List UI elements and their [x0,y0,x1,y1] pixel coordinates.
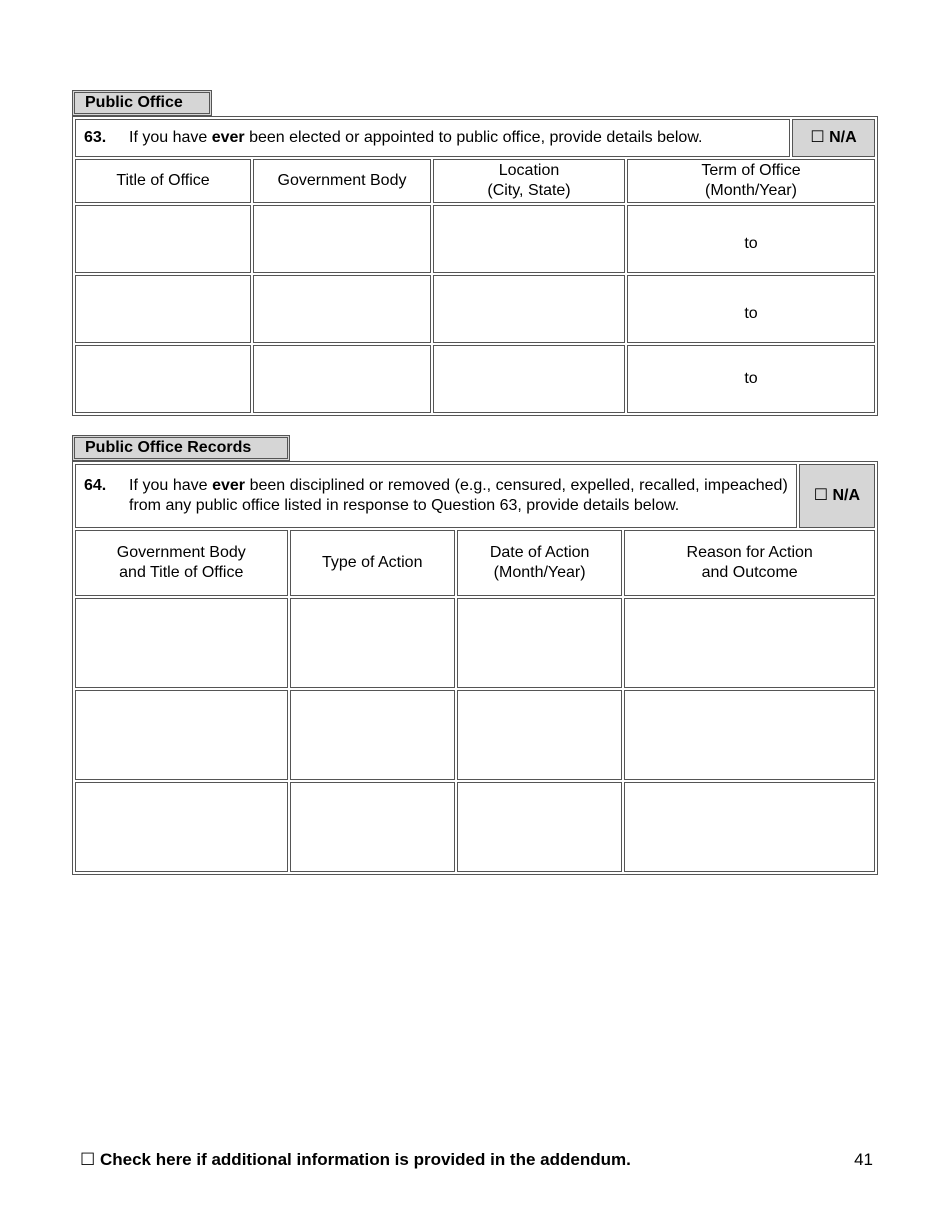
na-label: N/A [832,487,861,504]
section-label: Public Office [72,90,212,116]
type-of-action-field[interactable] [290,598,455,688]
question-63 [75,119,790,157]
na-checkbox-63[interactable] [792,119,875,157]
date-of-action-field[interactable] [457,690,622,780]
type-of-action-field[interactable] [290,782,455,872]
column-header: Location (City, State) [433,159,625,203]
question-number: 64. [84,477,107,494]
column-header: Title of Office [75,159,251,203]
location-field[interactable] [433,205,625,273]
term-of-office-field[interactable] [627,275,875,343]
page-number: 41 [854,1150,873,1169]
table-row [75,782,875,872]
checkbox-icon[interactable]: ☐ [80,1150,96,1169]
na-label: N/A [829,129,857,146]
public-office-records-table [72,461,878,875]
column-header: Government Body and Title of Office [75,530,288,596]
term-separator: to [744,235,758,252]
na-checkbox-64[interactable] [799,464,875,528]
term-of-office-field[interactable] [627,205,875,273]
addendum-text: Check here if additional information is provided in the addendum. [99,1150,631,1169]
question-text: If you have ever been disciplined or removed (e.g., censured, expelled, recalled, impeached) from any public office listed in response to Question 63, provide details below. [129,477,788,514]
type-of-action-field[interactable] [290,690,455,780]
table-row [75,205,875,273]
date-of-action-field[interactable] [457,598,622,688]
reason-for-action-field[interactable] [624,598,875,688]
government-body-title-field[interactable] [75,598,288,688]
location-field[interactable] [433,275,625,343]
table-row [75,275,875,343]
table-row [75,690,875,780]
public-office-section [72,90,878,416]
column-header: Government Body [253,159,431,203]
question-text: If you have ever been elected or appointed to public office, provide details below. [129,129,703,146]
column-header: Reason for Action and Outcome [624,530,875,596]
public-office-table [72,116,878,416]
title-of-office-field[interactable] [75,345,251,413]
date-of-action-field[interactable] [457,782,622,872]
title-of-office-field[interactable] [75,275,251,343]
location-field[interactable] [433,345,625,413]
checkbox-icon[interactable]: ☐ [810,129,825,146]
column-header: Type of Action [290,530,455,596]
term-separator: to [744,370,758,387]
title-of-office-field[interactable] [75,205,251,273]
government-body-field[interactable] [253,275,431,343]
term-separator: to [744,305,758,322]
section-label: Public Office Records [72,435,290,461]
addendum-check[interactable] [80,1150,631,1170]
public-office-records-section [72,435,878,875]
government-body-title-field[interactable] [75,782,288,872]
reason-for-action-field[interactable] [624,690,875,780]
government-body-title-field[interactable] [75,690,288,780]
checkbox-icon[interactable]: ☐ [813,487,829,504]
column-header: Date of Action (Month/Year) [457,530,622,596]
term-of-office-field[interactable] [627,345,875,413]
column-header: Term of Office (Month/Year) [627,159,875,203]
question-64 [75,464,797,528]
table-row [75,598,875,688]
reason-for-action-field[interactable] [624,782,875,872]
question-number: 63. [84,129,107,146]
government-body-field[interactable] [253,205,431,273]
government-body-field[interactable] [253,345,431,413]
table-row [75,345,875,413]
